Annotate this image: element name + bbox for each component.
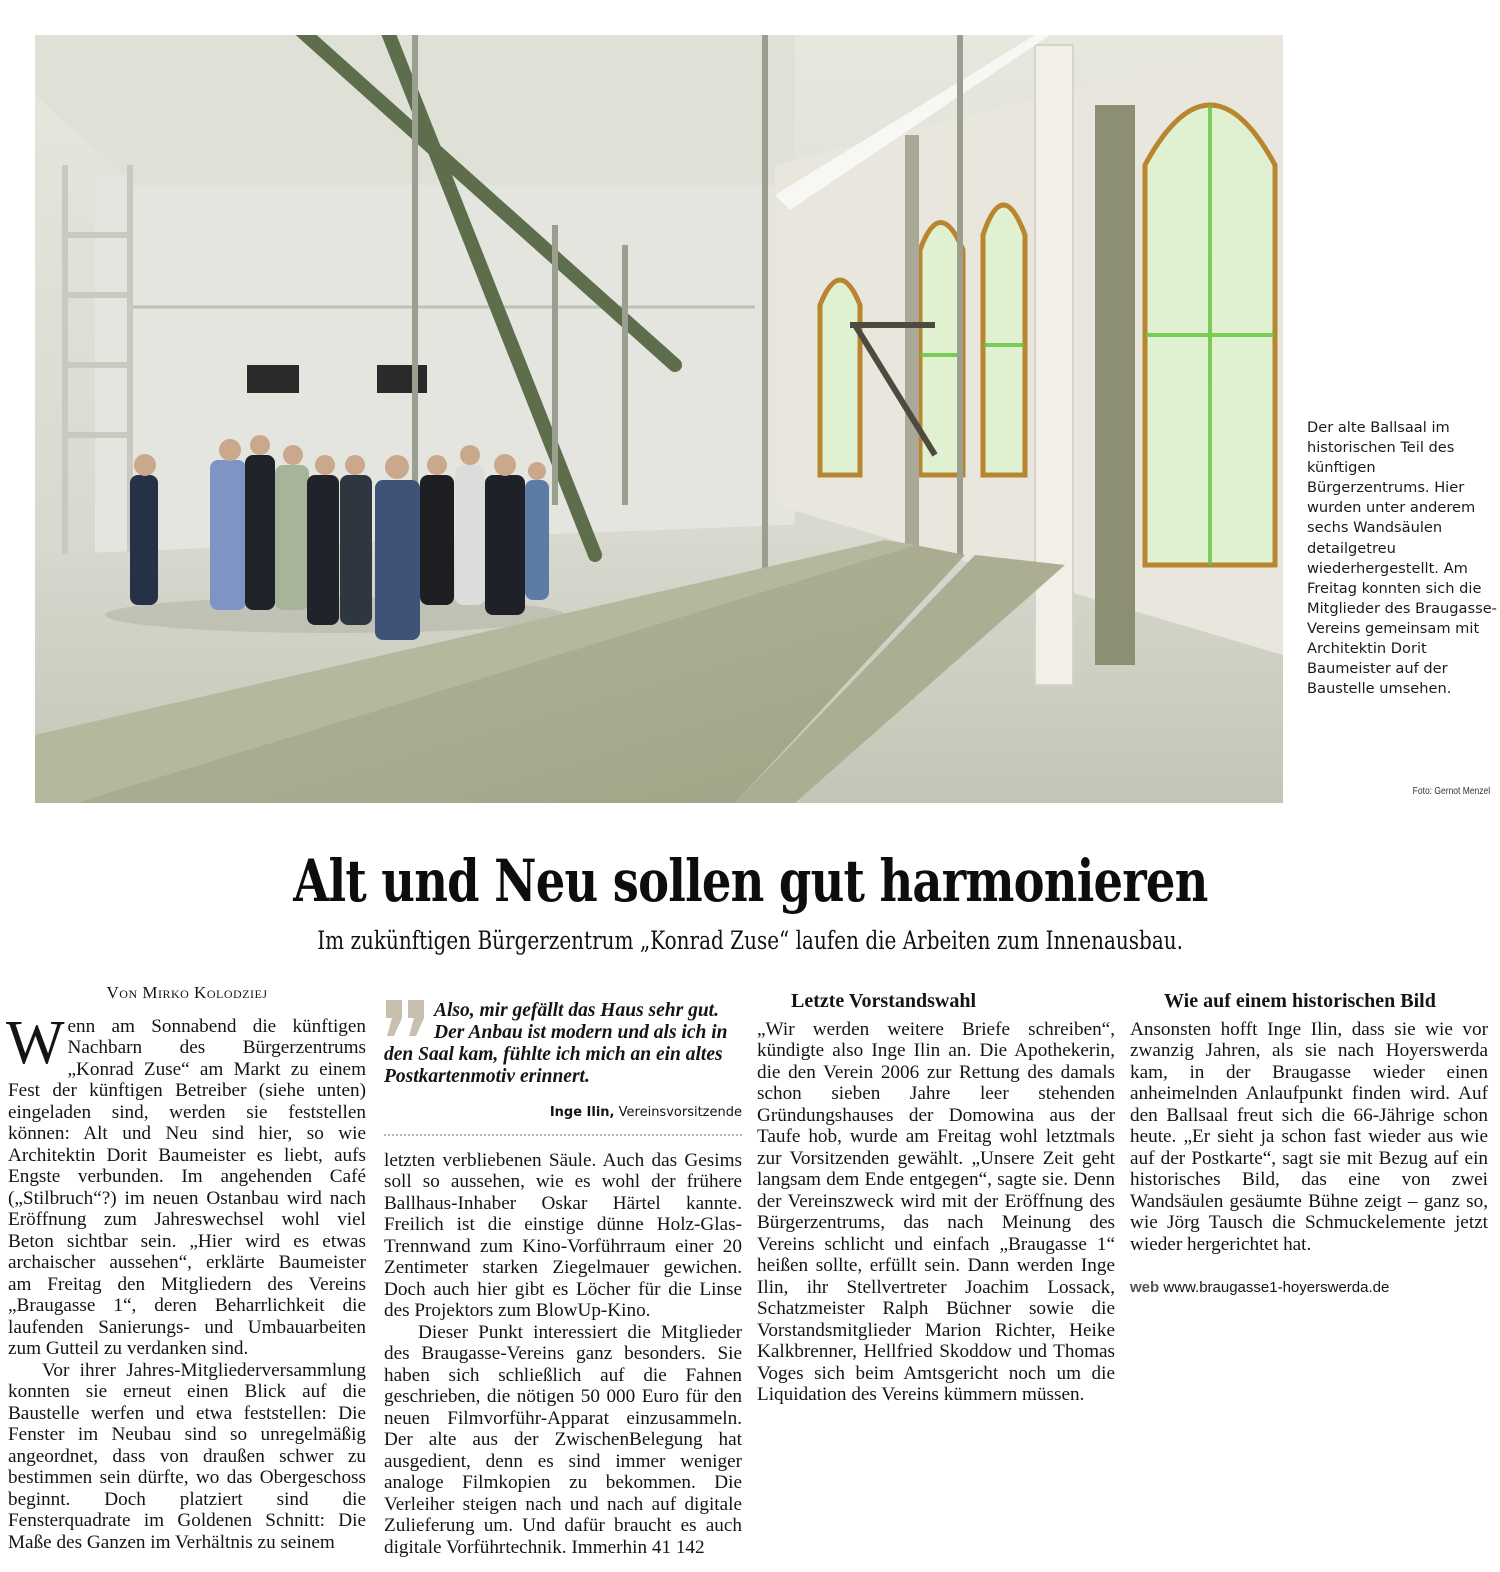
photo-caption: Der alte Ballsaal im historischen Teil des künftigen Bürgerzentrums. Hier wurden unter anderem sechs Wandsäulen detailgetreu wiederhergestellt. Am Freitag konnten sich die Mitglieder des Braugasse-Vereins gemeinsam mit Architektin Dorit Baumeister auf der Baustelle umsehen. bbox=[1307, 419, 1497, 698]
article-column-1 bbox=[8, 982, 366, 1553]
paragraph-4: Dieser Punkt interessiert die Mitglieder des Braugasse-Vereins ganz besonders. Sie haben sich schließlich auf die Fahnen geschrieben, die nötigen 50 000 Euro für den neuen Filmvorführ-Apparat einzusammeln. Der alte aus der ZwischenBelegung hat ausgedient, denn es sind immer weniger analoge Filmkopien zu bekommen. Die Verleiher steigen nach und nach auf digitale Zulieferung um. Und dafür braucht es auch digitale Vorführtechnik. Immerhin 41 142 bbox=[384, 1321, 742, 1558]
web-label: web bbox=[1130, 1279, 1160, 1296]
paragraph-6: Ansonsten hofft Inge Ilin, dass sie wie vor zwanzig Jahren, als sie nach Hoyerswerda kam, in der Braugasse wieder einen anheimelnden Anlaufpunkt finden wird. Auf den Ballsaal freut sich die 66-Jährige schon heute. „Er sieht ja schon fast wieder aus wie auf der Postkarte“, sagt sie mit Bezug auf ein historisches Bild, das eine von zwei Wandsäulen gesäumte Bühne zeigt – ganz so, wie Jörg Tausch die Schmuckelemente jetzt wieder hergerichtet hat. bbox=[1130, 1018, 1488, 1255]
quote-mark-icon bbox=[384, 1000, 428, 1040]
pull-quote bbox=[384, 1000, 742, 1088]
paragraph-1-text: enn am Sonnabend die künftigen Nachbarn des Bürgerzentrums „Konrad Zuse“ am Markt zu einem Fest der künftigen Betreiber (siehe unten) eingeladen sind, werden sie feststellen können: Alt und Neu sind hier, so wie Architektin Dorit Baumeister es liebt, aufs Engste verbunden. Im angehenden Café („Stilbruch“?) im neuen Ostanbau wird nach Eröffnung zum Jahreswechsel wohl viel Beton sichtbar sein. „Hier wird es etwas archaischer aussehen“, erklärte Baumeister am Freitag den Mitgliedern des Vereins „Braugasse 1“, deren Beharrlichkeit die laufenden Sanierungs- und Umbauarbeiten zum Gutteil zu verdanken sind. bbox=[8, 1015, 366, 1359]
pull-quote-role: Vereinsvorsitzende bbox=[618, 1105, 742, 1120]
headline bbox=[0, 846, 1500, 916]
section-title-historisches-bild: Wie auf einem historischen Bild bbox=[1164, 990, 1436, 1012]
article-column-3 bbox=[757, 982, 1115, 1406]
paragraph-2: Vor ihrer Jahres-Mitgliederversammlung konnten sie erneut einen Blick auf die Baustelle werfen und etwa feststellen: Die Fenster im Neubau sind so unregelmäßig angeordnet, dass von draußen schwer zu bestimmen sein dürfte, wo das Obergeschoss beginnt. Doch platziert sind die Fensterquadrate im Goldenen Schnitt: Die Maße des Ganzen im Verhältnis zu seinem bbox=[8, 1359, 366, 1553]
pull-quote-text: Also, mir gefällt das Haus sehr gut. Der Anbau ist modern und als ich in den Saal kam, fühlte ich mich an ein altes Postkartenmotiv erinnert. bbox=[384, 1000, 728, 1087]
pull-quote-attribution bbox=[384, 1102, 742, 1136]
article-column-4 bbox=[1130, 982, 1488, 1299]
web-link[interactable]: www.braugasse1-hoyerswerda.de bbox=[1163, 1279, 1390, 1296]
pull-quote-author: Inge Ilin, bbox=[549, 1105, 615, 1120]
paragraph-3: letzten verbliebenen Säule. Auch das Gesims soll so aussehen, wie es wohl der frühere Ballhaus-Inhaber Oskar Härtel kannte. Freilich ist die einstige dünne Holz-Glas-Trennwand zum Kino-Vorführraum einer 20 Zentimeter starken Ziegelmauer gewichen. Doch auch hier gibt es Löcher für die Linse des Projektors zum BlowUp-Kino. bbox=[384, 1149, 742, 1321]
article-column-2 bbox=[384, 982, 742, 1558]
drop-cap: W bbox=[6, 1008, 65, 1077]
photo-ballroom-illustration bbox=[35, 35, 1283, 803]
section-title-letzte-vorstandswahl: Letzte Vorstandswahl bbox=[791, 990, 977, 1012]
subheadline-text: Im zukünftigen Bürgerzentrum „Konrad Zuse“ laufen die Arbeiten zum Innenausbau. bbox=[317, 926, 1183, 955]
article-photo bbox=[35, 35, 1283, 803]
byline: Von Mirko Kolodziej bbox=[106, 983, 268, 1002]
web-reference bbox=[1130, 1277, 1488, 1299]
paragraph-1 bbox=[6, 1008, 366, 1360]
paragraph-5: „Wir werden weitere Briefe schreiben“, kündigte also Inge Ilin an. Die Apothekerin, die den Verein 2006 zur Rettung des damals schon sieben Jahre leer stehenden Gründungshauses der Domowina aus der Taufe hob, wurde am Freitag wohl letztmals zur Vorsitzenden gewählt. „Unsere Zeit geht langsam dem Ende entgegen“, sagte sie. Denn der Vereinszweck wird mit der Eröffnung des Bürgerzentrums, das nach Meinung des Vereins schlicht und einfach „Braugasse 1“ heißen sollte, erfüllt sein. Dann werden Inge Ilin, ihr Stellvertreter Joachim Lossack, Schatzmeister Ralph Büchner sowie die Vorstandsmitglieder Marion Richter, Heike Kalkbrenner, Hellfried Skoddow und Thomas Voges sich beim Amtsgericht noch um die Liquidation des Vereins kümmern müssen. bbox=[757, 1018, 1115, 1405]
photo-credit: Foto: Gernot Menzel bbox=[1412, 786, 1490, 797]
subheadline bbox=[0, 924, 1500, 958]
headline-text: Alt und Neu sollen gut harmonieren bbox=[292, 847, 1208, 915]
